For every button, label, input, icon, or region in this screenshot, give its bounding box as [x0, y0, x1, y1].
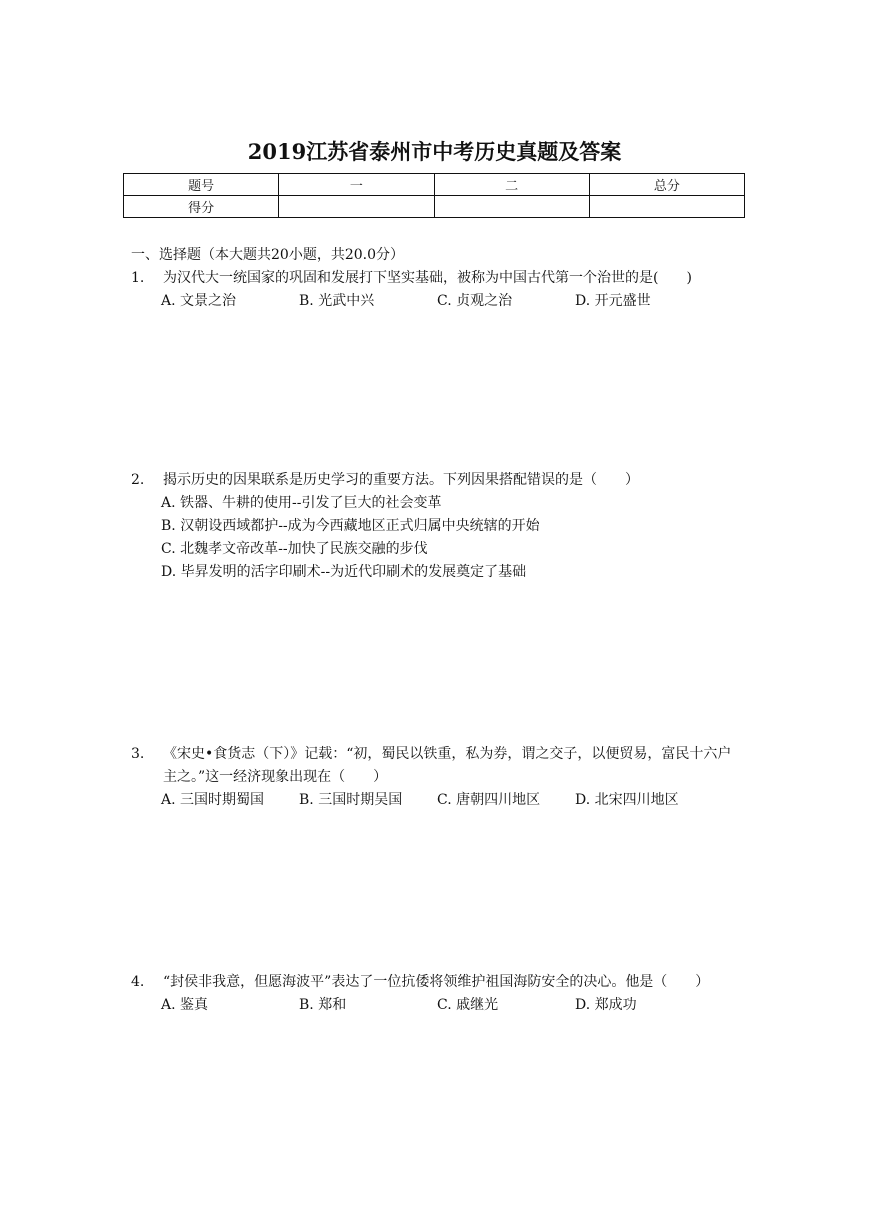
option-b: B. 光武中兴 — [299, 293, 375, 309]
question-stem: 《宋史•食货志（下）》记载：“初，蜀民以铁重，私为券，谓之交子，以便贸易，富民十六户主之。”这一经济现象出现在（ ） — [163, 746, 732, 785]
option-d: D. 开元盛世 — [575, 293, 651, 309]
section-heading: 一、选择题（本大题共20小题，共20.0分） — [131, 247, 404, 263]
question-1 — [131, 267, 743, 313]
score-cell — [279, 196, 434, 218]
score-table — [123, 173, 745, 218]
option-d: D. 郑成功 — [575, 997, 637, 1013]
option-c: C. 贞观之治 — [437, 293, 513, 309]
score-table-header-cell: 总分 — [589, 174, 744, 196]
option-c: C. 北魏孝文帝改革--加快了民族交融的步伐 — [161, 541, 428, 557]
question-stem: 为汉代大一统国家的巩固和发展打下坚实基础，被称为中国古代第一个治世的是( ) — [163, 270, 692, 286]
question-stem: “封侯非我意，但愿海波平”表达了一位抗倭将领维护祖国海防安全的决心。他是（ ） — [163, 974, 710, 990]
score-table-header-cell: 二 — [434, 174, 589, 196]
question-options — [161, 290, 743, 313]
option-b: B. 郑和 — [299, 997, 347, 1013]
question-4 — [131, 971, 743, 1017]
question-options — [161, 789, 743, 812]
score-table-header-cell: 一 — [279, 174, 434, 196]
question-2 — [131, 469, 743, 584]
question-number: 1. — [131, 270, 145, 286]
score-table-row-label: 得分 — [124, 196, 279, 218]
score-cell — [434, 196, 589, 218]
option-a: A. 文景之治 — [161, 293, 237, 309]
option-d: D. 北宋四川地区 — [575, 792, 679, 808]
option-b: B. 汉朝设西域都护--成为今西藏地区正式归属中央统辖的开始 — [161, 518, 540, 534]
score-table-header-row — [124, 174, 745, 196]
question-options — [161, 994, 743, 1017]
option-a: A. 鉴真 — [161, 997, 209, 1013]
option-b: B. 三国时期吴国 — [299, 792, 403, 808]
option-a: A. 铁器、牛耕的使用--引发了巨大的社会变革 — [161, 495, 442, 511]
score-cell — [589, 196, 744, 218]
option-c: C. 戚继光 — [437, 997, 499, 1013]
score-table-header-cell: 题号 — [124, 174, 279, 196]
option-c: C. 唐朝四川地区 — [437, 792, 541, 808]
question-number: 3. — [131, 746, 145, 762]
option-a: A. 三国时期蜀国 — [161, 792, 265, 808]
score-table-row — [124, 196, 745, 218]
option-d: D. 毕昇发明的活字印刷术--为近代印刷术的发展奠定了基础 — [161, 564, 527, 580]
question-3 — [131, 743, 743, 812]
question-number: 2. — [131, 472, 145, 488]
page-title: 2019江苏省泰州市中考历史真题及答案 — [247, 139, 622, 164]
question-number: 4. — [131, 974, 145, 990]
question-stem: 揭示历史的因果联系是历史学习的重要方法。下列因果搭配错误的是（ ） — [163, 472, 639, 488]
